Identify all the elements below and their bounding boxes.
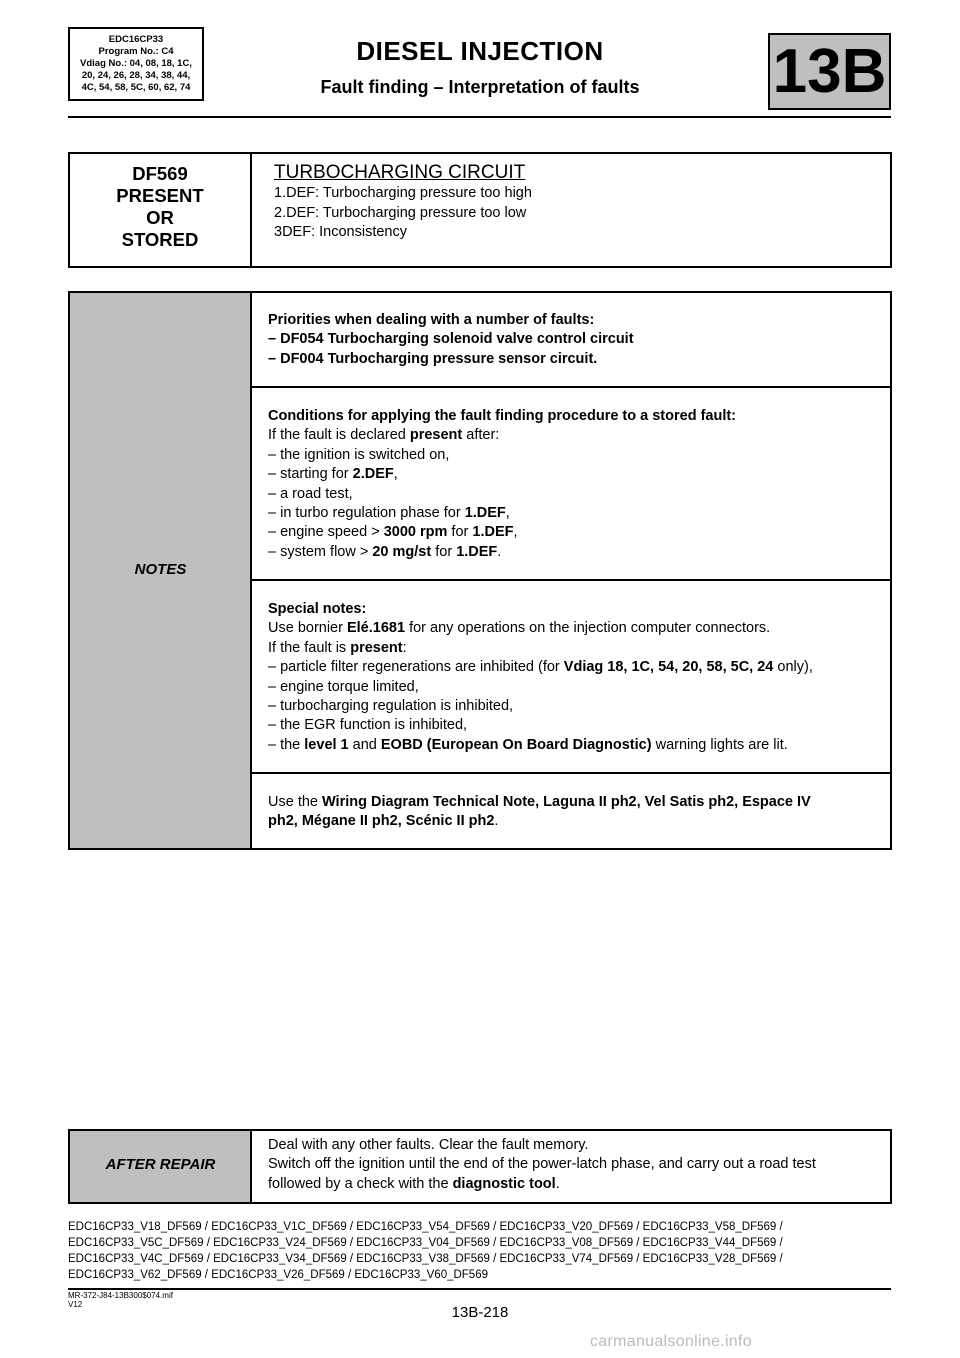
special-note-line: – turbocharging regulation is inhibited, [268, 698, 514, 715]
footer-doc-info [68, 1291, 173, 1309]
notes-row-divider [250, 386, 892, 388]
after-repair-line: followed by a check with the diagnostic tool. [268, 1175, 560, 1192]
special-notes-cell [268, 600, 883, 755]
special-note-line: Use bornier Elé.1681 for any operations on the injection computer connectors. [268, 620, 771, 637]
reference-line: EDC16CP33_V5C_DF569 / EDC16CP33_V24_DF569 / EDC16CP33_V04_DF569 / EDC16CP33_V08_DF569 / EDC16CP33_V44_DF569 / [68, 1237, 783, 1249]
condition-line: – the ignition is switched on, [268, 446, 450, 463]
program-info-line: Vdiag No.: 04, 08, 18, 1C, [80, 58, 192, 69]
conditions-title: Conditions for applying the fault finding procedure to a stored fault: [268, 408, 737, 424]
fault-name: TURBOCHARGING CIRCUIT [274, 162, 526, 183]
priorities-cell [268, 311, 883, 369]
conditions-cell [268, 407, 883, 562]
condition-line: – engine speed > 3000 rpm for 1.DEF, [268, 524, 518, 541]
footer-divider [68, 1288, 891, 1290]
fault-description [274, 162, 874, 243]
priorities-title: Priorities when dealing with a number of faults: [268, 312, 595, 328]
program-info-line: 20, 24, 26, 28, 34, 38, 44, [81, 70, 191, 81]
after-repair-line: Deal with any other faults. Clear the fault memory. [268, 1137, 589, 1153]
notes-row-divider [250, 772, 892, 774]
wiring-note-line: ph2, Mégane II ph2, Scénic II ph2. [268, 813, 499, 830]
fault-def: 2.DEF: Turbocharging pressure too low [274, 204, 527, 221]
condition-line: If the fault is declared present after: [268, 427, 500, 444]
special-notes-title: Special notes: [268, 601, 367, 617]
page-number: 13B-218 [451, 1304, 509, 1321]
condition-line: – a road test, [268, 485, 353, 502]
fault-status-line: STORED [121, 229, 199, 250]
condition-line: – starting for 2.DEF, [268, 466, 398, 483]
section-code-badge: 13B [768, 33, 891, 110]
doc-version: V12 [68, 1300, 83, 1309]
reference-line: EDC16CP33_V18_DF569 / EDC16CP33_V1C_DF569 / EDC16CP33_V54_DF569 / EDC16CP33_V20_DF569 / EDC16CP33_V58_DF569 / [68, 1221, 783, 1233]
watermark: carmanualsonline.info [590, 1333, 752, 1350]
priority-item: – DF054 Turbocharging solenoid valve control circuit [268, 331, 634, 348]
program-info-box [68, 27, 204, 101]
fault-status-line: OR [146, 207, 174, 228]
special-note-line: – the level 1 and EOBD (European On Board Diagnostic) warning lights are lit. [268, 736, 788, 753]
wiring-note-line: Use the Wiring Diagram Technical Note, Laguna II ph2, Vel Satis ph2, Espace IV [268, 794, 811, 810]
page-title: DIESEL INJECTION [356, 36, 604, 66]
fault-table-divider [250, 152, 252, 268]
notes-label: NOTES [134, 561, 187, 578]
fault-def: 3DEF: Inconsistency [274, 224, 407, 240]
special-note-line: – particle filter regenerations are inhibited (for Vdiag 18, 1C, 54, 20, 58, 5C, 24 only), [268, 659, 813, 676]
after-repair-label: AFTER REPAIR [105, 1156, 216, 1173]
reference-line: EDC16CP33_V4C_DF569 / EDC16CP33_V34_DF569 / EDC16CP33_V38_DF569 / EDC16CP33_V74_DF569 / EDC16CP33_V28_DF569 / [68, 1253, 783, 1265]
special-note-line: – the EGR function is inhibited, [268, 717, 468, 734]
after-repair-text [268, 1136, 883, 1194]
fault-status-line: PRESENT [116, 185, 204, 206]
condition-line: – in turbo regulation phase for 1.DEF, [268, 505, 510, 522]
notes-row-divider [250, 579, 892, 581]
wiring-note-cell [268, 793, 883, 832]
fault-code: DF569 [132, 163, 188, 184]
doc-reference: MR-372-J84-13B300$074.mif [68, 1291, 173, 1300]
page-subtitle: Fault finding – Interpretation of faults [320, 77, 640, 97]
program-info-line: EDC16CP33 [108, 34, 164, 45]
program-info-line: Program No.: C4 [98, 46, 174, 57]
fault-def: 1.DEF: Turbocharging pressure too high [274, 185, 532, 201]
special-note-line: If the fault is present: [268, 639, 407, 656]
after-repair-line: Switch off the ignition until the end of the power-latch phase, and carry out a road test [268, 1156, 816, 1173]
reference-line: EDC16CP33_V62_DF569 / EDC16CP33_V26_DF569 / EDC16CP33_V60_DF569 [68, 1269, 488, 1281]
condition-line: – system flow > 20 mg/st for 1.DEF. [268, 543, 502, 560]
fault-status [70, 163, 250, 251]
reference-list [68, 1219, 898, 1283]
header-divider [68, 116, 891, 118]
priority-item: – DF004 Turbocharging pressure sensor circuit. [268, 350, 598, 367]
program-info-line: 4C, 54, 58, 5C, 60, 62, 74 [81, 82, 191, 93]
special-note-line: – engine torque limited, [268, 678, 419, 695]
